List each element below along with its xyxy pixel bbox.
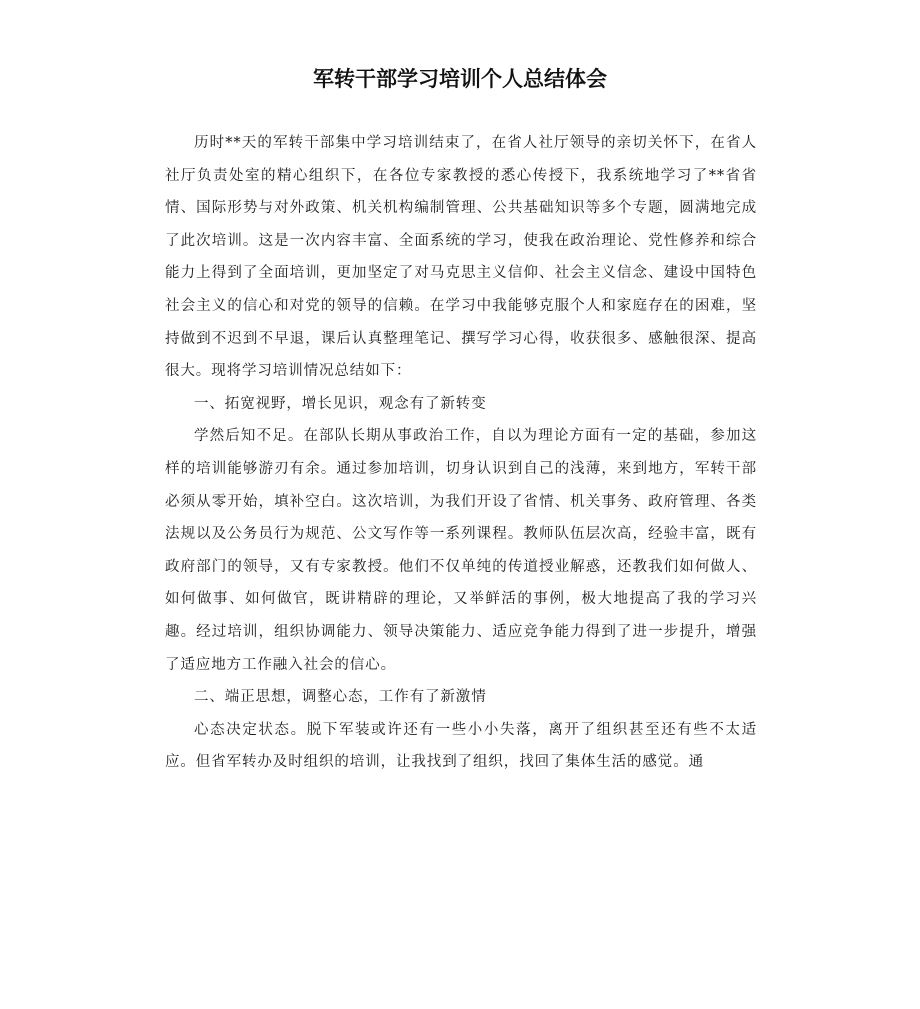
paragraph-intro: 历时**天的军转干部集中学习培训结束了，在省人社厅领导的亲切关怀下，在省人社厅负责处室的精心组织下，在各位专家教授的悉心传授下，我系统地学习了**省省情、国际形势与对外政策、机关机构编制管理、公共基础知识等多个专题，圆满地完成了此次培训。这是一次内容丰富、全面系统的学习，使我在政治理论、党性修养和综合能力上得到了全面培训，更加坚定了对马克思主义信仰、社会主义信念、建设中国特色社会主义的信心和对党的领导的信赖。在学习中我能够克服个人和家庭存在的困难，坚持做到不迟到不早退，课后认真整理笔记、撰写学习心得，收获很多、感触很深、提高很大。现将学习培训情况总结如下：	[165, 135, 757, 380]
section-heading-2: 二、端正思想，调整心态，工作有了新激情	[194, 689, 487, 706]
paragraph-section-1: 学然后知不足。在部队长期从事政治工作，自以为理论方面有一定的基础，参加这样的培训能够游刃有余。通过参加培训，切身认识到自己的浅薄，来到地方，军转干部必须从零开始，填补空白。这次培训，为我们开设了省情、机关事务、政府管理、各类法规以及公务员行为规范、公文写作等一系列课程。教师队伍层次高，经验丰富，既有政府部门的领导，又有专家教授。他们不仅单纯的传道授业解惑，还教我们如何做人、如何做事、如何做官，既讲精辟的理论，又举鲜活的事例，极大地提高了我的学习兴趣。经过培训，组织协调能力、领导决策能力、适应竞争能力得到了进一步提升，增强了适应地方工作融入社会的信心。	[165, 428, 757, 673]
section-heading-1: 一、拓宽视野，增长见识，观念有了新转变	[194, 395, 487, 412]
paragraph-section-2: 心态决定状态。脱下军装或许还有一些小小失落，离开了组织甚至还有些不太适应。但省军转办及时组织的培训，让我找到了组织，找回了集体生活的感觉。通	[165, 721, 757, 771]
document-body	[165, 127, 757, 779]
document-title: 军转干部学习培训个人总结体会	[313, 67, 607, 91]
